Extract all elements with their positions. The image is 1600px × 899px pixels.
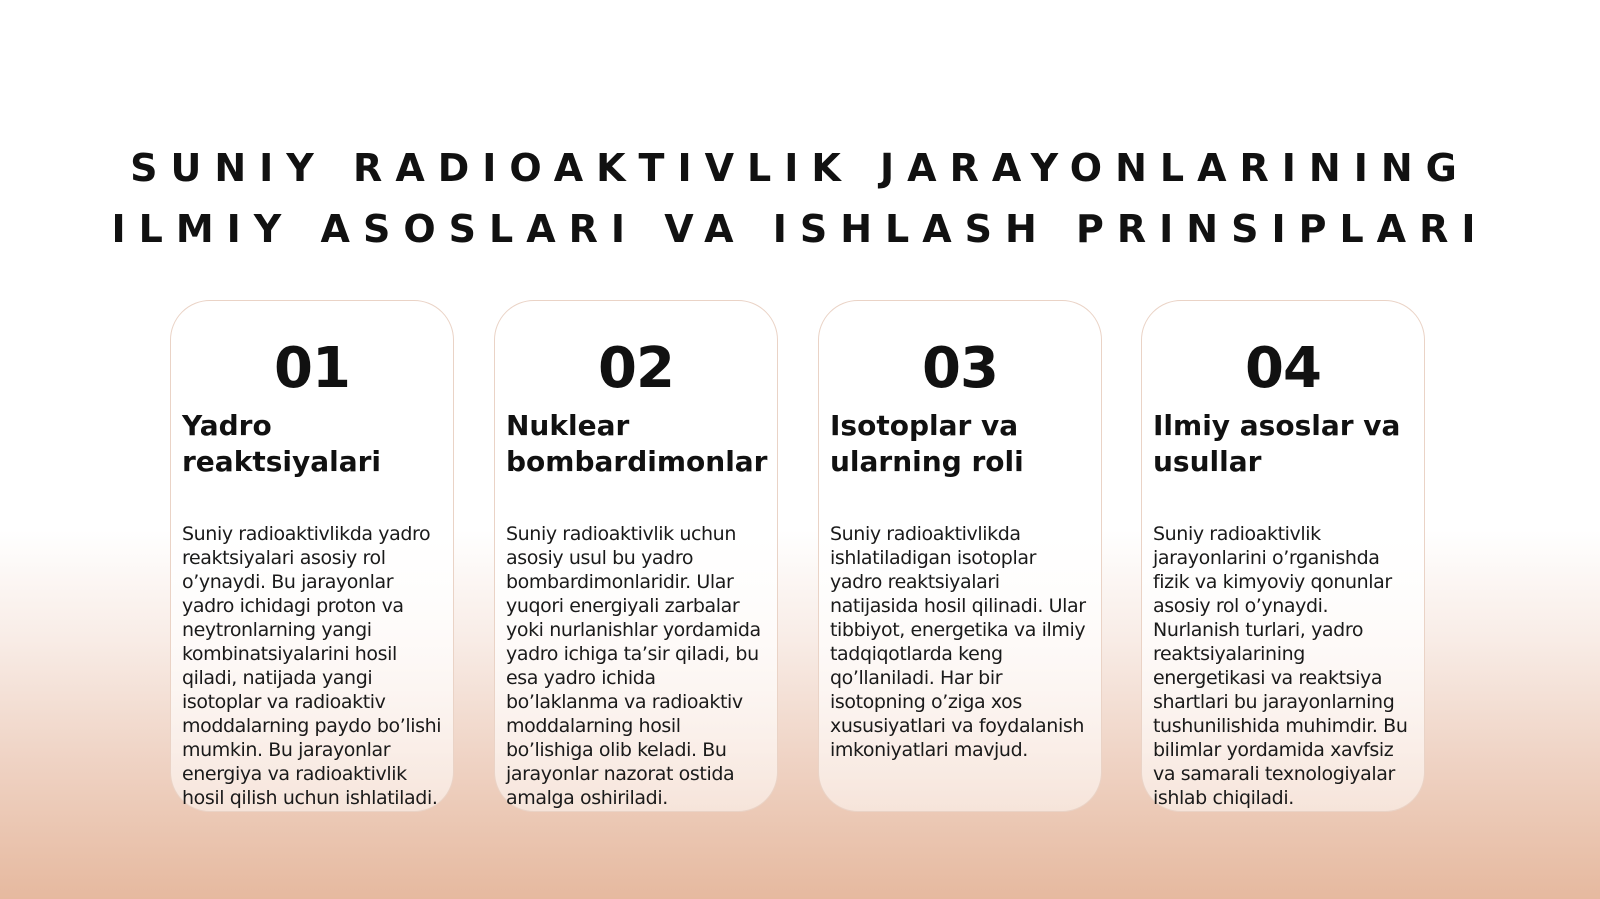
card-3-body: Suniy radioaktivlikda ishlatiladigan isotoplar yadro reaktsiyalari natijasida hosil qilinadi. Ular tibbiyot, energetika va ilmiy tadqiqotlarda keng qo’llaniladi. Har bir isotopning o’ziga xos xususiyatlari va foydalanish imkoniyatlari mavjud.: [830, 523, 1086, 761]
slide-title-line-2: ILMIY ASOSLARI VA ISHLASH PRINSIPLARI: [111, 207, 1489, 251]
card-3-heading: Isotoplar va ularning roli: [830, 409, 1024, 478]
slide-title-line-1: SUNIY RADIOAKTIVLIK JARAYONLARINING: [130, 146, 1470, 190]
card-1-number: 01: [274, 336, 350, 401]
slide-title: [0, 138, 1600, 260]
card-3-number: 03: [922, 336, 998, 401]
card-4-number: 04: [1245, 336, 1321, 401]
card-1-body: Suniy radioaktivlikda yadro reaktsiyalari asosiy rol o’ynaydi. Bu jarayonlar yadro ichidagi proton va neytronlarning yangi kombinatsiyalarini hosil qiladi, natijada yangi isotoplar va radioaktiv moddalarning paydo bo’lishi mumkin. Bu jarayonlar energiya va radioaktivlik hosil qilish uchun ishlatiladi.: [182, 523, 442, 809]
card-1-heading: Yadro reaktsiyalari: [182, 409, 382, 478]
card-4-body: Suniy radioaktivlik jarayonlarini o’rganishda fizik va kimyoviy qonunlar asosiy rol o’ynaydi. Nurlanish turlari, yadro reaktsiyalarining energetikasi va reaktsiya shartlari bu jarayonlarning tushunilishida muhimdir. Bu bilimlar yordamida xavfsiz va samarali texnologiyalar ishlab chiqiladi.: [1153, 523, 1408, 809]
card-2-number: 02: [598, 336, 674, 401]
card-2-heading: Nuklear bombardimonlar: [506, 409, 768, 478]
card-2-body: Suniy radioaktivlik uchun asosiy usul bu yadro bombardimonlaridir. Ular yuqori energiyali zarbalar yoki nurlanishlar yordamida yadro ichiga ta’sir qiladi, bu esa yadro ichida bo’laklanma va radioaktiv moddalarning hosil bo’lishiga olib keladi. Bu jarayonlar nazorat ostida amalga oshiriladi.: [506, 523, 761, 809]
card-4-heading: Ilmiy asoslar va usullar: [1153, 409, 1401, 478]
